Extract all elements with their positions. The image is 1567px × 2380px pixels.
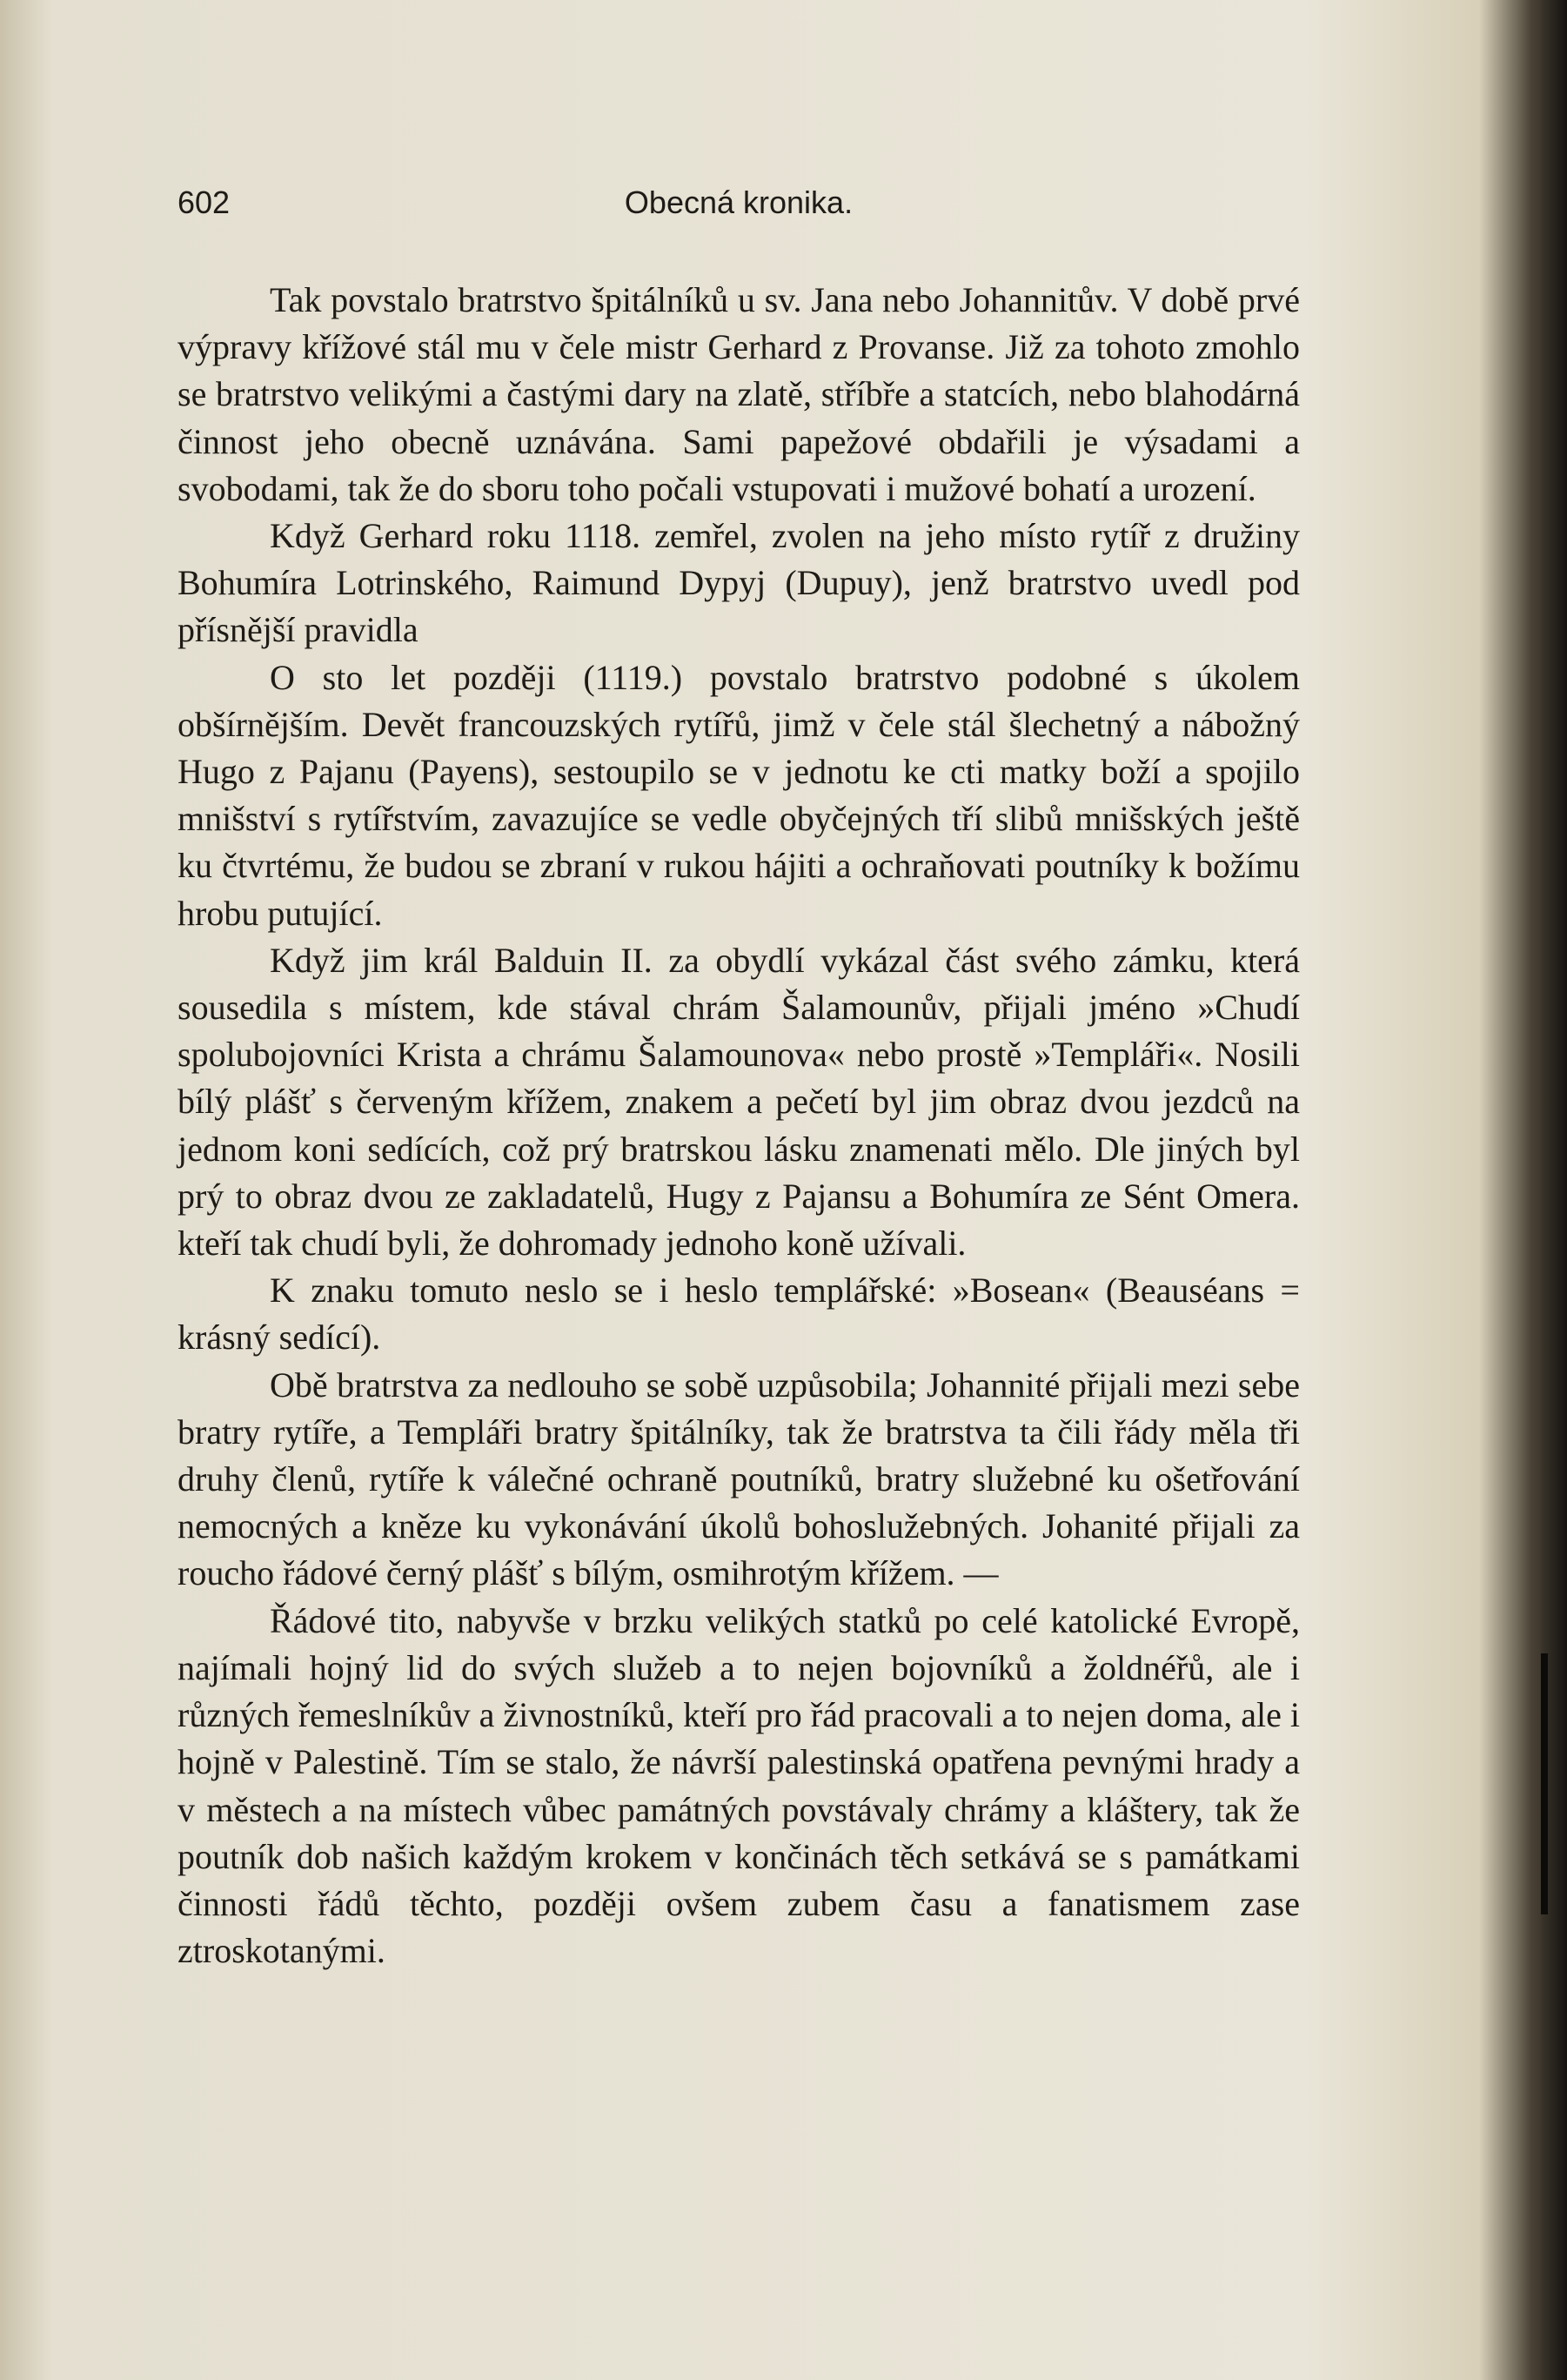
page-header xyxy=(177,184,1300,233)
paragraph: K znaku tomuto neslo se i heslo templářské: »Bosean« (Beauséans = krásný sedící). xyxy=(177,1270,1300,1358)
book-edge xyxy=(1541,0,1567,2380)
paragraph: Když jim král Balduin II. za obydlí vykázal část svého zámku, která sousedila s místem, kde stával chrám Šalamounův, přijali jméno »Chudí spolubojovníci Krista a chrámu Šalamounova« nebo prostě »Templáři«. Nosili bílý plášť s červeným křížem, znakem a pečetí byl jim obraz dvou jezdců na jednom koni sedících, což prý bratrskou lásku znamenati mělo. Dle jiných byl prý to obraz dvou ze zakladatelů, Hugy z Pajansu a Bohumíra ze Sént Omera. kteří tak chudí byli, že dohromady jednoho koně užívali. xyxy=(177,940,1300,1264)
paragraph: Tak povstalo bratrstvo špitálníků u sv. Jana nebo Johannitův. V době prvé výpravy křížové stál mu v čele mistr Gerhard z Provanse. Již za tohoto zmohlo se bratrstvo velikými a častými dary na zlatě, stříbře a statcích, nebo blahodárná činnost jeho obecně uznávána. Sami papežové obdařili je výsadami a svobodami, tak že do sboru toho počali vstupovati i mužové bohatí a urození. xyxy=(177,280,1300,508)
running-title: Obecná kronika. xyxy=(624,184,854,220)
paragraph: Řádové tito, nabyvše v brzku velikých statků po celé katolické Evropě, najímali hojný lid do svých služeb a to nejen bojovníků a žoldnéřů, ale i různých řemeslníkův a živnostníků, kteří pro řád pracovali a to nejen doma, ale i hojně v Palestině. Tím se stalo, že návrší palestinská opatřena pevnými hrady a v městech a na místech vůbec památných povstávaly chrámy a kláštery, tak že poutník dob našich každým krokem v končinách těch setkává se s památkami činnosti řádů těchto, později ovšem zubem času a fanatismem zase ztroskotanými. xyxy=(177,1600,1300,1971)
paragraph: Obě bratrstva za nedlouho se sobě uzpůsobila; Johannité přijali mezi sebe bratry rytíře, a Templáři bratry špitálníky, tak že bratrstva ta čili řády měla tři druhy členů, rytíře k válečné ochraně poutníků, bratry služebné ku ošetřování nemocných a kněze ku vykonávání úkolů bohoslužebných. Johanité přijali za roucho řádové černý plášť s bílým, osmihrotým křížem. — xyxy=(177,1364,1300,1593)
binding-shadow xyxy=(1541,1653,1548,1914)
paragraph: Když Gerhard roku 1118. zemřel, zvolen na jeho místo rytíř z družiny Bohumíra Lotrinského, Raimund Dypyj (Dupuy), jenž bratrstvo uvedl pod přísnější pravidla xyxy=(177,516,1300,650)
page-number: 602 xyxy=(177,184,231,220)
paragraph: O sto let později (1119.) povstalo bratrstvo podobné s úkolem obšírnějším. Devět francouzských rytířů, jimž v čele stál šlechetný a nábožný Hugo z Pajanu (Payens), sestoupilo se v jednotu ke cti matky boží a spojilo mnišství s rytířstvím, zavazujíce se vedle obyčejných tří slibů mnišských ještě ku čtvrtému, že budou se zbraní v rukou hájiti a ochraňovati poutníky k božímu hrobu putující. xyxy=(177,657,1300,933)
body-text xyxy=(177,277,1300,1974)
